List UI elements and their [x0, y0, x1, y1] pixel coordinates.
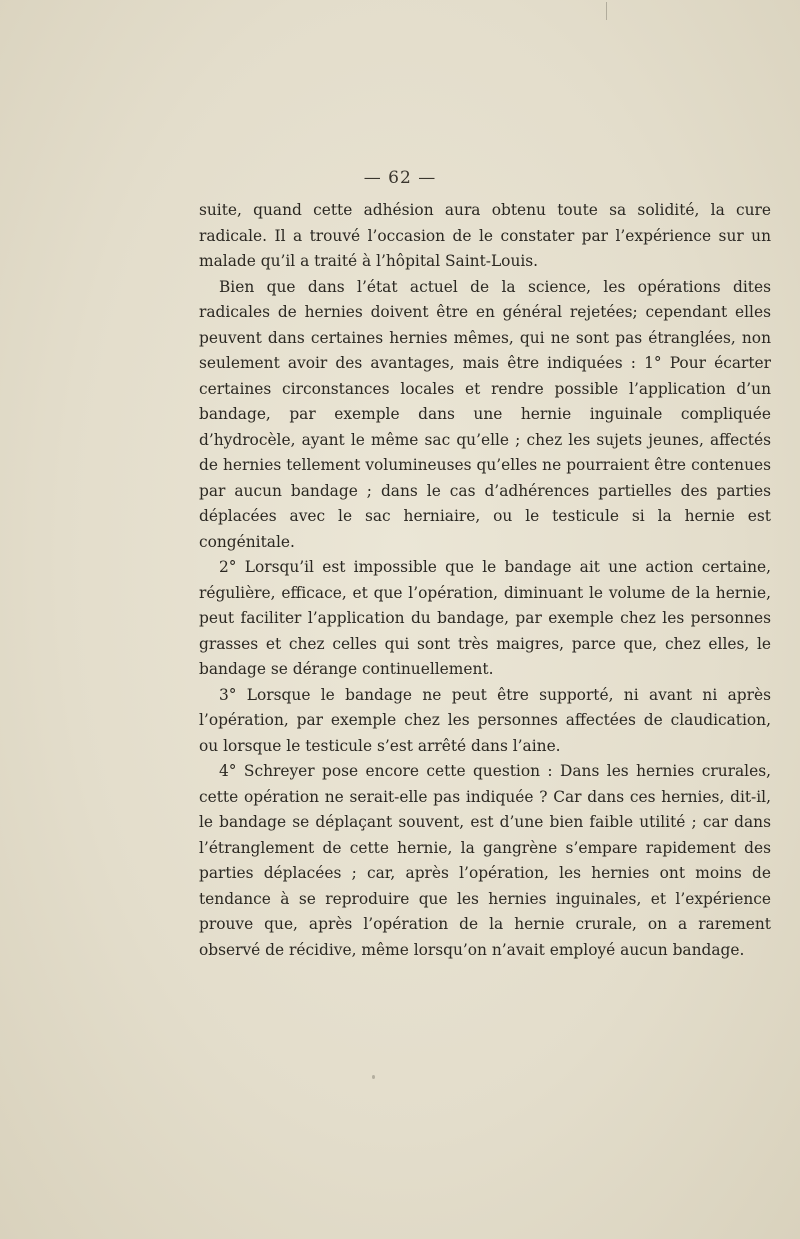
margin-mark [372, 1075, 375, 1079]
text-body [199, 198, 771, 963]
margin-mark [606, 2, 607, 20]
paragraph: 3° Lorsque le bandage ne peut être supporté, ni avant ni après l’opération, par exemple chez les personnes affectées de claudication, ou lorsque le testicule s’est arrêté dans l’aine. [199, 685, 771, 755]
paragraph: Bien que dans l’état actuel de la science, les opérations dites radicales de hernies doivent être en général rejetées; cependant elles peuvent dans certaines hernies mêmes, qui ne sont pas étranglées, non seulement avoir des avantages, mais être indiquées : 1° Pour écarter certaines circonstances locales et rendre possible l’application d’un bandage, par exemple dans une hernie inguinale compliquée d’hydrocèle, ayant le même sac qu’elle ; chez les sujets jeunes, affectés de hernies tellement volumineuses qu’elles ne pourraient être contenues par aucun bandage ; dans le cas d’adhérences partielles des parties déplacées avec le sac herniaire, ou le testicule si la hernie est congénitale. [199, 277, 771, 551]
paragraph: 2° Lorsqu’il est impossible que le bandage ait une action certaine, régulière, efficace, et que l’opération, diminuant le volume de la hernie, peut faciliter l’application du bandage, par exemple chez les personnes grasses et chez celles qui sont très maigres, parce que, chez elles, le bandage se dérange continuellement. [199, 558, 771, 678]
paragraph: suite, quand cette adhésion aura obtenu toute sa solidité, la cure radicale. Il a trouvé l’occasion de le constater par l’expérience sur un malade qu’il a traité à l’hôpital Saint-Louis. [199, 201, 771, 270]
paragraph: 4° Schreyer pose encore cette question : Dans les hernies crurales, cette opération ne serait-elle pas indiquée ? Car dans ces hernies, dit-il, le bandage se déplaçant souvent, est d’une bien faible utilité ; car dans l’étranglement de cette hernie, la gangrène s’empare rapidement des parties déplacées ; car, après l’opération, les hernies ont moins de tendance à se reproduire que les hernies inguinales, et l’expérience prouve que, après l’opération de la hernie crurale, on a rarement observé de récidive, même lorsqu’on n’avait employé aucun bandage. [199, 762, 771, 959]
page-number: — 62 — [363, 168, 437, 188]
